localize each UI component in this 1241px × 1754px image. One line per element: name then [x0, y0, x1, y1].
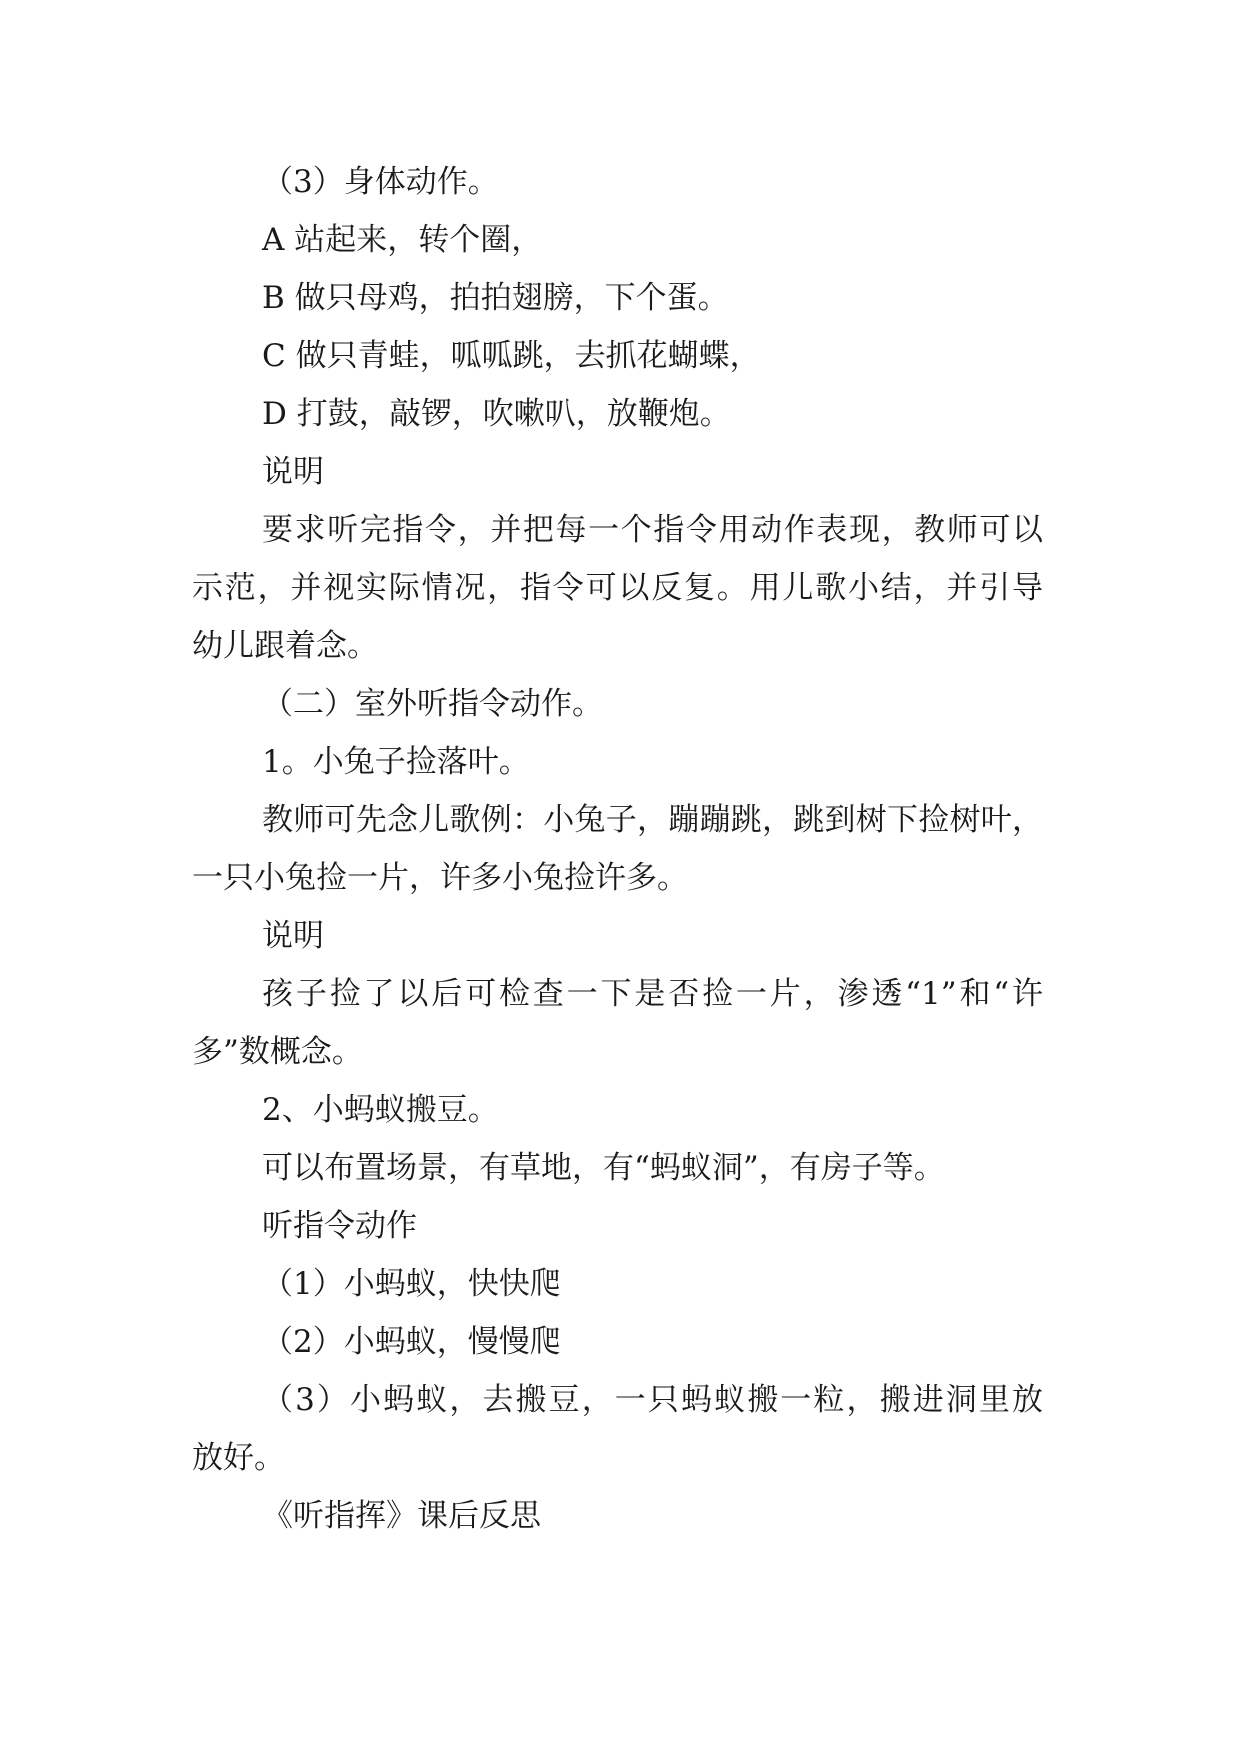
text-line: B 做只母鸡，拍拍翅膀，下个蛋。 [262, 280, 729, 316]
text-line: 一只小兔捡一片，许多小兔捡许多。 [192, 860, 688, 896]
text-line: 放好。 [192, 1440, 285, 1476]
text-line: 孩子捡了以后可检查一下是否捡一片，渗透“1”和“许 [262, 976, 1043, 1012]
section-heading: 说明 [262, 454, 324, 490]
text-line: 听指令动作 [262, 1208, 417, 1244]
text-line: C 做只青蛙，呱呱跳，去抓花蝴蝶， [262, 338, 761, 374]
text-line: （3）小蚂蚁，去搬豆，一只蚂蚁搬一粒，搬进洞里放 [262, 1382, 1043, 1418]
text-line: （2）小蚂蚁，慢慢爬 [262, 1324, 561, 1360]
text-line: 幼儿跟着念。 [192, 628, 378, 664]
text-line: 2、小蚂蚁搬豆。 [262, 1092, 499, 1128]
section-heading: 《听指挥》课后反思 [262, 1498, 541, 1534]
text-line: D 打鼓，敲锣，吹嗽叭，放鞭炮。 [262, 396, 731, 432]
text-line: 多”数概念。 [192, 1034, 363, 1070]
text-line: （3）身体动作。 [262, 164, 499, 200]
section-heading: （二）室外听指令动作。 [262, 686, 603, 722]
text-line: 可以布置场景，有草地，有“蚂蚁洞”，有房子等。 [262, 1150, 945, 1186]
text-line: A 站起来，转个圈， [262, 222, 543, 258]
text-line: 要求听完指令，并把每一个指令用动作表现，教师可以 [262, 512, 1043, 548]
text-line: （1）小蚂蚁，快快爬 [262, 1266, 561, 1302]
text-line: 1。小兔子捡落叶。 [262, 744, 530, 780]
text-line: 示范，并视实际情况，指令可以反复。用儿歌小结，并引导 [192, 570, 1043, 606]
section-heading: 说明 [262, 918, 324, 954]
text-line: 教师可先念儿歌例：小兔子，蹦蹦跳，跳到树下捡树叶， [262, 802, 1043, 838]
